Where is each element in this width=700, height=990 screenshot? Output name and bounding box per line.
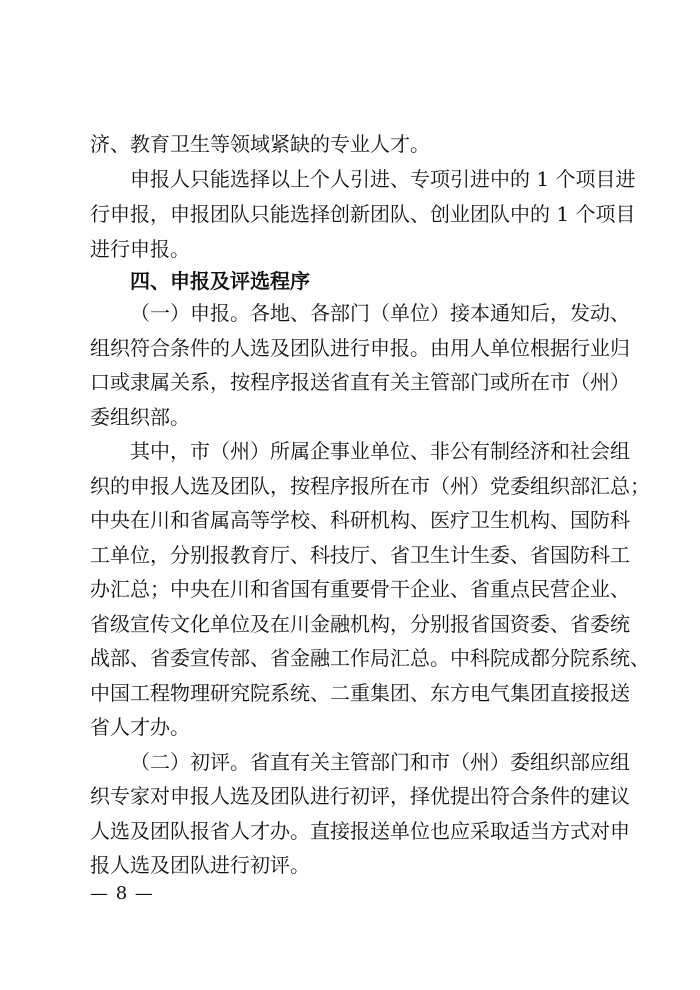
body-line: 省级宣传文化单位及在川金融机构，分别报省国资委、省委统 [90,612,630,636]
body-line: 工单位，分别报教育厅、科技厅、省卫生计生委、省国防科工 [90,543,630,567]
body-line: 口或隶属关系，按程序报送省直有关主管部门或所在市（州） [90,370,630,394]
body-line: （一）申报。各地、各部门（单位）接本通知后，发动、 [130,301,630,325]
section-heading: 四、申报及评选程序 [130,269,310,293]
body-line: 省人才办。 [90,715,190,739]
body-line: 报人选及团队进行初评。 [90,853,310,877]
page-number: — 8 — [90,883,154,904]
body-line: 人选及团队报省人才办。直接报送单位也应采取适当方式对申 [90,819,630,843]
body-line: 织专家对申报人选及团队进行初评，择优提出符合条件的建议 [90,784,630,808]
body-line: 行申报，申报团队只能选择创新团队、创业团队中的 1 个项目 [90,202,636,226]
body-line: 组织符合条件的人选及团队进行申报。由用人单位根据行业归 [90,336,630,360]
body-line: 中国工程物理研究院系统、二重集团、东方电气集团直接报送 [90,681,630,705]
body-line: 进行申报。 [90,237,190,261]
body-line: 办汇总；中央在川和省国有重要骨干企业、省重点民营企业、 [90,577,630,601]
body-line: （二）初评。省直有关主管部门和市（州）委组织部应组 [130,750,630,774]
body-line: 申报人只能选择以上个人引进、专项引进中的 1 个项目进 [130,167,636,191]
body-line: 织的申报人选及团队，按程序报所在市（州）党委组织部汇总； [90,474,650,498]
body-line: 济、教育卫生等领域紧缺的专业人才。 [90,132,430,156]
body-line: 委组织部。 [90,405,190,429]
body-line: 其中，市（州）所属企事业单位、非公有制经济和社会组 [130,439,630,463]
body-line: 战部、省委宣传部、省金融工作局汇总。中科院成都分院系统、 [90,646,650,670]
body-line: 中央在川和省属高等学校、科研机构、医疗卫生机构、国防科 [90,508,630,532]
